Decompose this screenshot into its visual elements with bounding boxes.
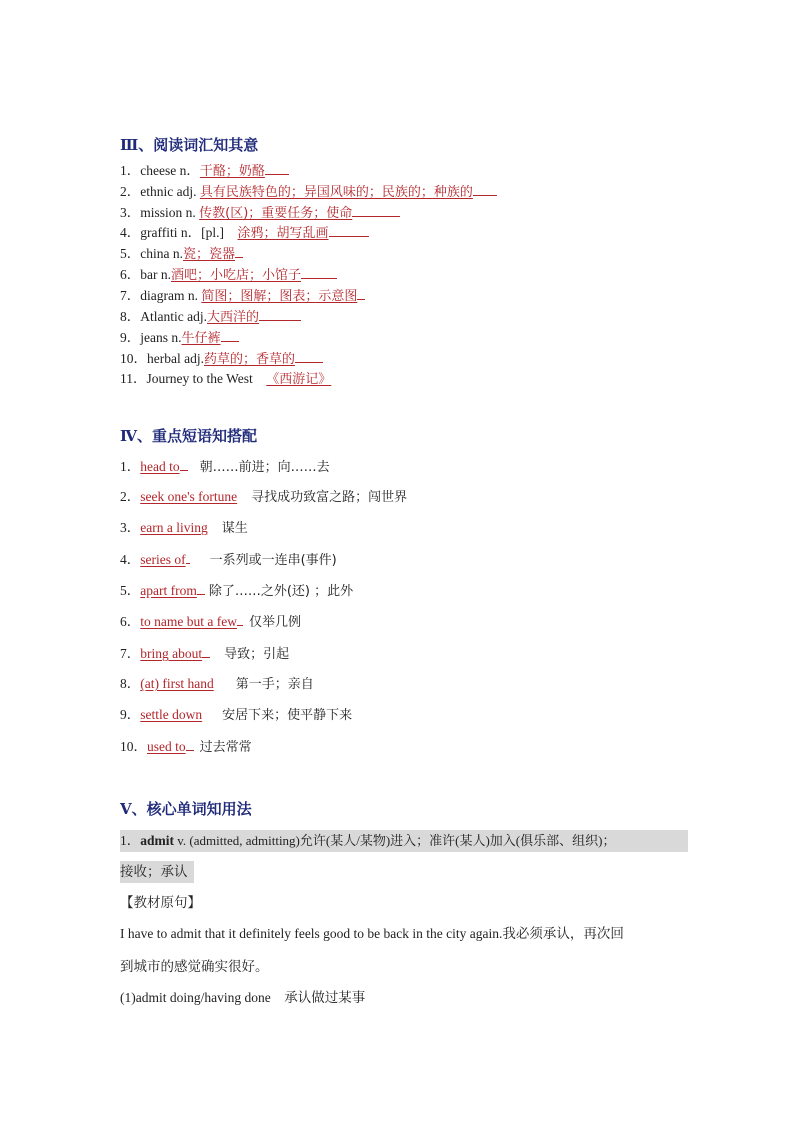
item-number: 5． [120, 583, 141, 598]
phrase-meaning: 过去常常 [199, 740, 252, 755]
phrase-item-1 [120, 457, 330, 477]
answer-blank [235, 244, 243, 258]
vocab-answer: 《西游记》 [266, 372, 332, 387]
phrase-item-9 [120, 706, 352, 725]
vocab-word: cheese n． [140, 163, 200, 178]
vocab-item-3 [120, 203, 400, 223]
entry-line-1 [120, 832, 615, 850]
item-number: 7． [120, 288, 141, 303]
vocab-word: diagram n. [140, 288, 202, 303]
item-number: 1． [120, 163, 141, 178]
phrase-answer: to name but a few [140, 614, 237, 629]
item-number: 10． [120, 739, 147, 754]
example-sentence-line-2: 到城市的感觉确实很好。 [120, 959, 269, 975]
item-number: 6． [120, 267, 141, 282]
answer-blank [473, 182, 497, 196]
answer-blank [202, 644, 210, 658]
example-sentence-line-1: I have to admit that it definitely feels good to be back in the city again.我必须承认，再次回 [120, 926, 624, 941]
phrase-answer: seek one's fortune [140, 489, 238, 504]
vocab-answer: 瓷；瓷器 [183, 247, 236, 262]
item-number: 2． [120, 184, 141, 199]
vocab-word: Atlantic adj. [140, 309, 207, 324]
answer-blank [180, 457, 188, 471]
entry-line-2: 接收；承认 [120, 864, 188, 880]
item-number: 3． [120, 205, 141, 220]
entry-word: admit [140, 833, 174, 848]
answer-blank [265, 161, 289, 175]
vocab-answer: 牛仔裤 [181, 331, 221, 346]
vocab-answer: 干酪；奶酪 [199, 164, 265, 179]
vocab-word: graffiti n．[pl.] [140, 225, 238, 240]
vocab-word: china n. [140, 246, 183, 261]
vocab-answer: 药草的；香草的 [203, 352, 295, 367]
item-number: 9． [120, 707, 141, 722]
item-number: 4． [120, 552, 141, 567]
vocab-item-11 [120, 370, 331, 389]
phrase-answer: (at) first hand [140, 676, 214, 691]
answer-blank [237, 612, 243, 626]
vocab-answer: 具有民族特色的；异国风味的；民族的；种族的 [199, 185, 473, 200]
vocab-word: mission n. [140, 205, 200, 220]
answer-blank [301, 265, 337, 279]
phrase-answer: settle down [140, 707, 203, 722]
item-number: 6． [120, 614, 141, 629]
vocab-item-7 [120, 286, 365, 306]
vocab-answer: 传教(区)；重要任务；使命 [199, 206, 353, 221]
answer-blank [357, 286, 365, 300]
phrase-item-10 [120, 737, 252, 757]
phrase-meaning: 谋生 [221, 521, 248, 536]
vocab-word: bar n. [140, 267, 171, 282]
phrase-answer: series of [140, 552, 186, 567]
answer-blank [186, 737, 194, 751]
entry-definition: v. (admitted, admitting)允许(某人/某物)进入；准许(某人)加入(俱乐部、组织)； [174, 833, 616, 848]
phrase-item-4 [120, 550, 337, 570]
phrase-item-3 [120, 519, 248, 538]
answer-blank [352, 203, 400, 217]
answer-blank [329, 223, 369, 237]
phrase-item-5 [120, 581, 353, 601]
vocab-item-4 [120, 223, 369, 243]
vocab-item-1 [120, 161, 289, 181]
phrase-meaning: 寻找成功致富之路；闯世界 [251, 490, 408, 505]
item-number: 8． [120, 309, 141, 324]
vocab-item-10 [120, 349, 323, 369]
source-label: 【教材原句】 [120, 895, 201, 911]
answer-blank [197, 581, 205, 595]
phrase-item-7 [120, 644, 289, 664]
phrase-meaning: 安居下来；使平静下来 [222, 708, 353, 723]
item-number: 2． [120, 489, 141, 504]
phrase-item-6 [120, 612, 301, 632]
item-number: 9． [120, 330, 141, 345]
vocab-item-5 [120, 244, 243, 264]
vocab-answer: 简图；图解；图表；示意图 [201, 289, 358, 304]
phrase-meaning: 除了……之外(还) ；此外 [208, 584, 354, 599]
phrase-meaning: 导致；引起 [224, 647, 290, 662]
vocab-word: herbal adj. [147, 351, 204, 366]
item-number: 3． [120, 520, 141, 535]
phrase-item-8 [120, 675, 314, 694]
vocab-word: ethnic adj. [140, 184, 200, 199]
item-number: 7． [120, 646, 141, 661]
item-number: 1． [120, 459, 141, 474]
vocab-answer: 大西洋的 [206, 310, 259, 325]
vocab-word: Journey to the West [146, 371, 267, 386]
phrase-item-2 [120, 488, 407, 507]
phrase-answer: head to [140, 459, 180, 474]
phrase-meaning: 一系列或一连串(事件) [209, 553, 337, 568]
vocab-item-6 [120, 265, 337, 285]
vocab-word: jeans n. [140, 330, 182, 345]
item-number: 11． [120, 371, 147, 386]
answer-blank [186, 550, 190, 564]
phrase-answer: earn a living [140, 520, 208, 535]
phrase-answer: apart from [140, 583, 197, 598]
answer-blank [295, 349, 323, 363]
vocab-answer: 涂鸦；胡写乱画 [237, 226, 329, 241]
vocab-item-8 [120, 307, 301, 327]
usage-note-1: (1)admit doing/having done 承认做过某事 [120, 990, 366, 1005]
answer-blank [221, 328, 239, 342]
vocab-answer: 酒吧；小吃店；小馆子 [171, 268, 302, 283]
vocab-item-2 [120, 182, 497, 202]
item-number: 10． [120, 351, 147, 366]
entry-number: 1． [120, 833, 141, 848]
item-number: 5． [120, 246, 141, 261]
item-number: 8． [120, 676, 141, 691]
section5-title: Ⅴ、核心单词知用法 [120, 800, 252, 818]
section4-title: Ⅳ、重点短语知搭配 [120, 427, 258, 445]
section3-title: Ⅲ、阅读词汇知其意 [120, 136, 259, 154]
item-number: 4． [120, 225, 141, 240]
phrase-answer: bring about [140, 646, 203, 661]
phrase-meaning: 仅举几例 [248, 615, 301, 630]
phrase-meaning: 朝……前进；向……去 [199, 460, 330, 475]
phrase-answer: used to [147, 739, 186, 754]
vocab-item-9 [120, 328, 239, 348]
answer-blank [259, 307, 301, 321]
phrase-meaning: 第一手；亲自 [235, 677, 314, 692]
